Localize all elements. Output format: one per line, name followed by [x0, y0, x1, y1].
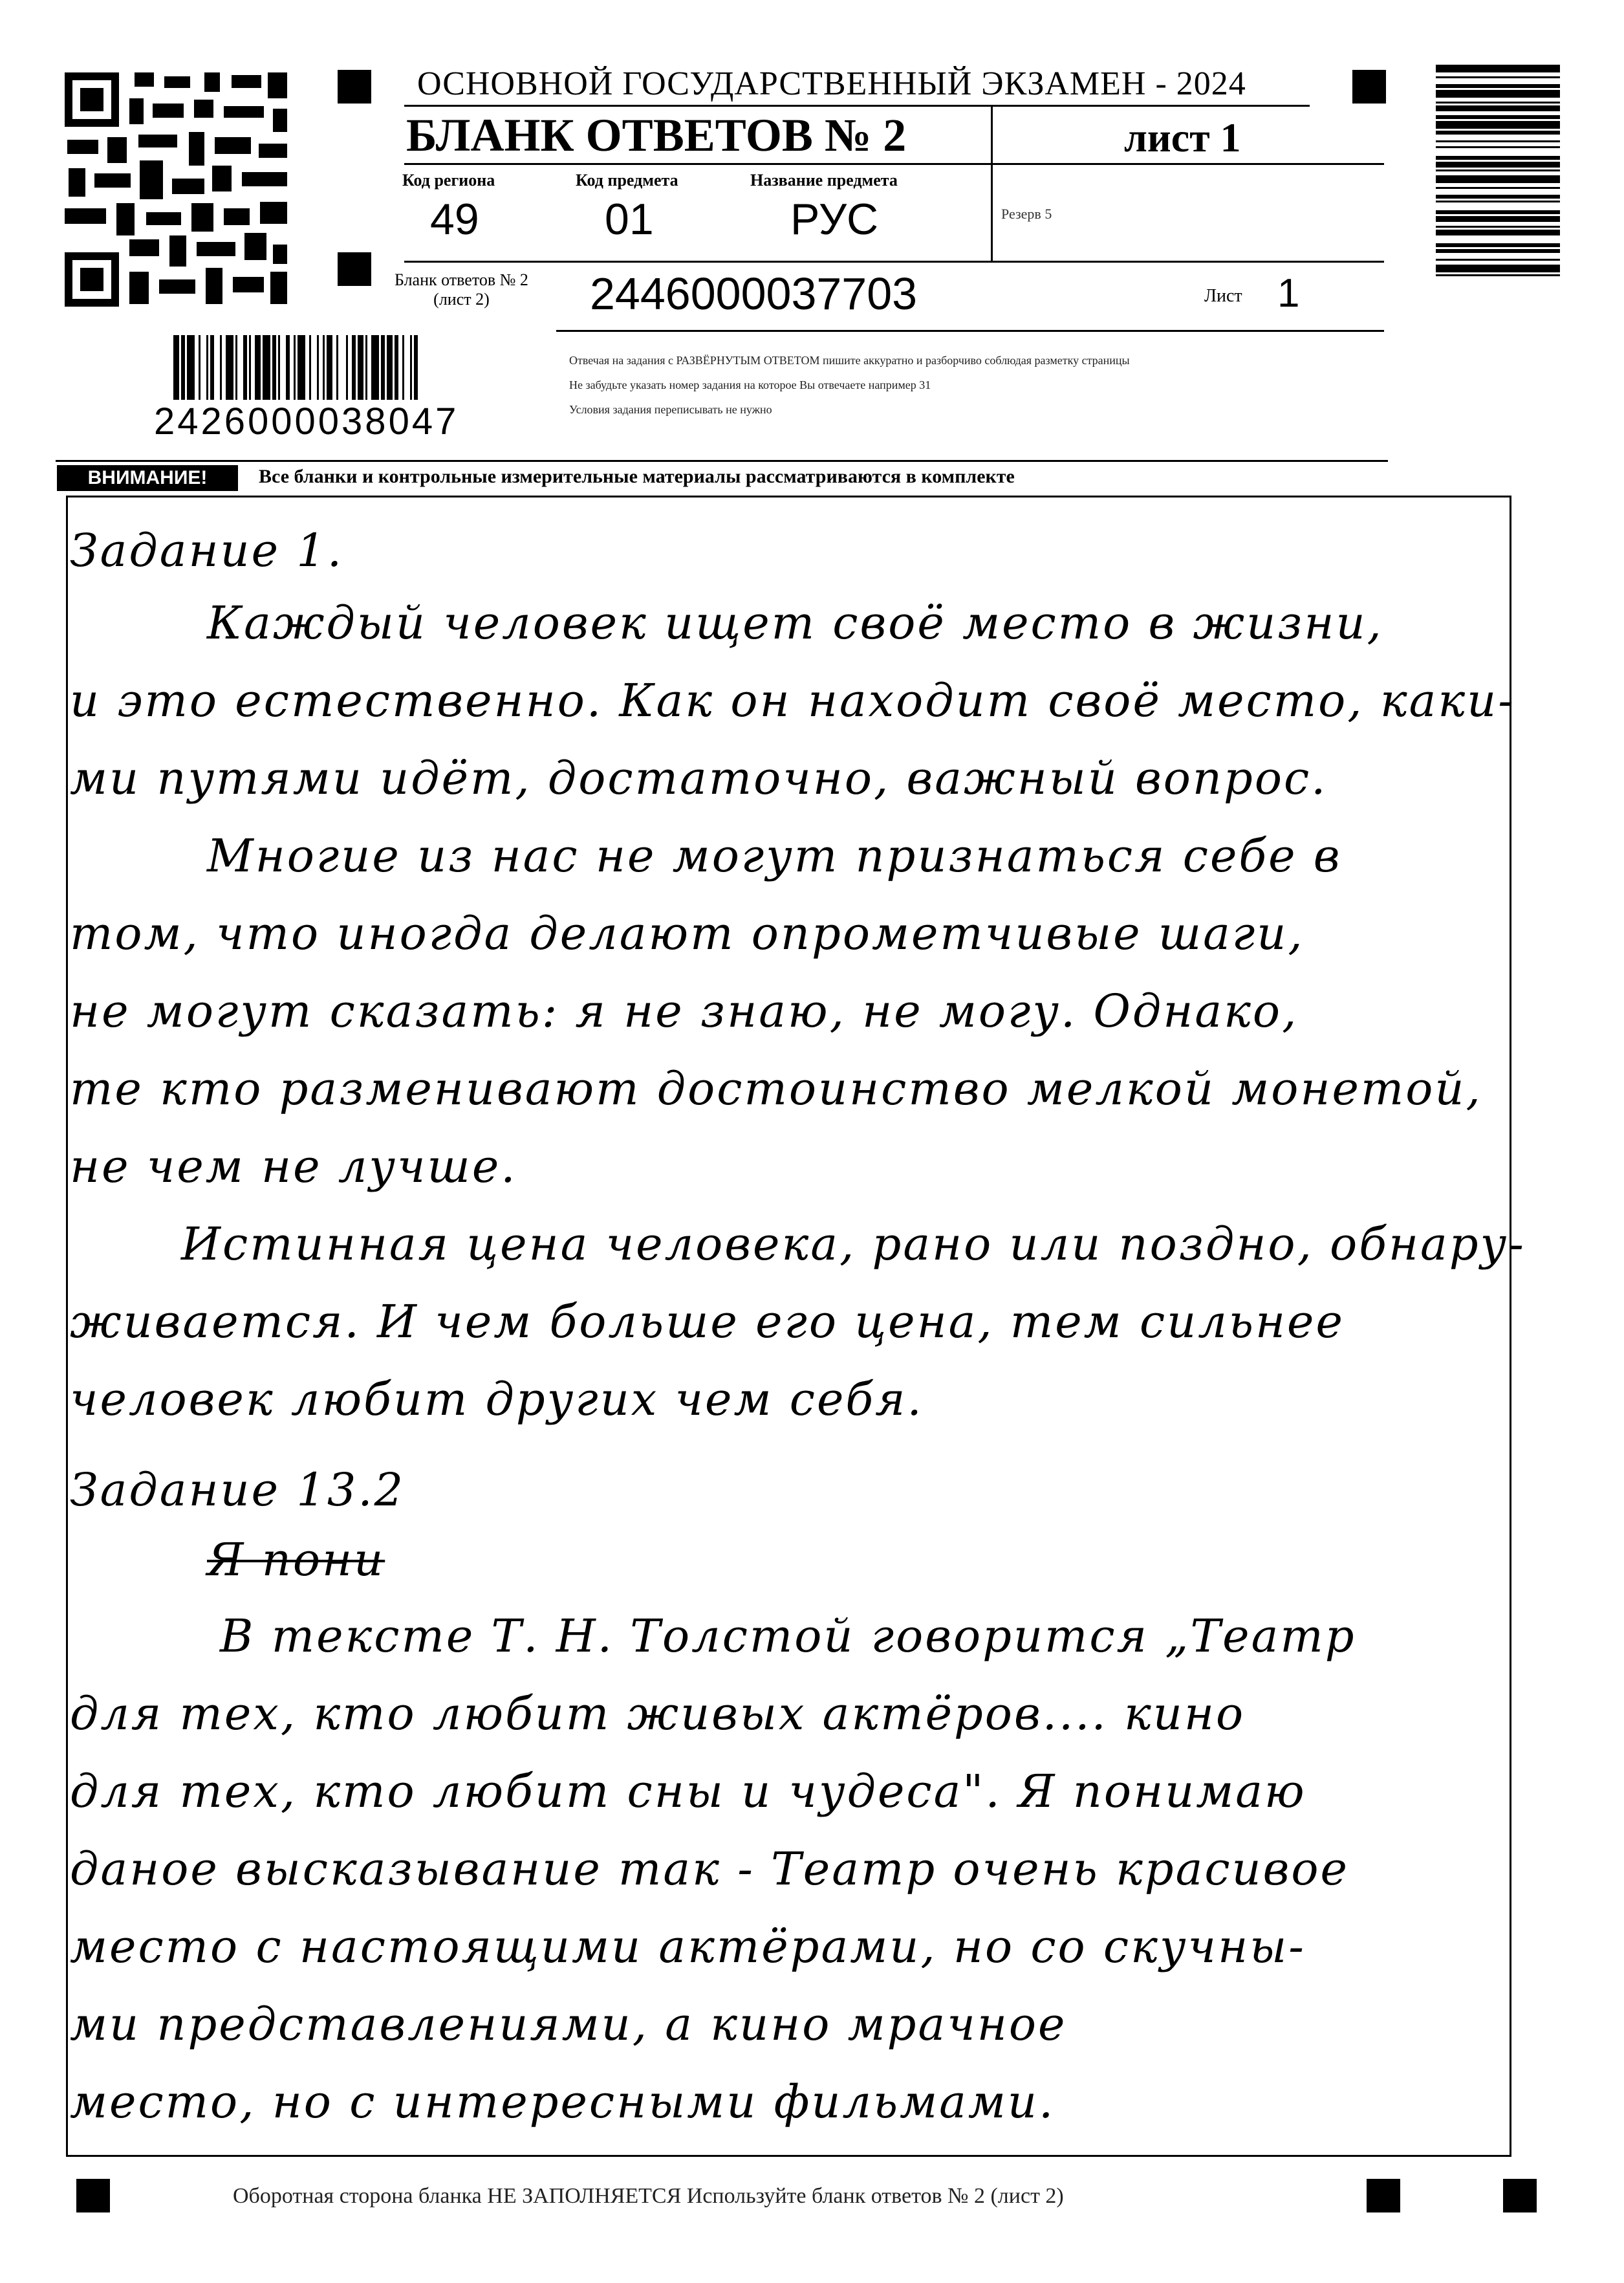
barcode-bar — [1436, 84, 1560, 88]
task-heading: Задание 13.2 — [70, 1463, 406, 1516]
barcode-bar — [365, 335, 367, 400]
barcode-bar — [298, 335, 305, 400]
barcode-bar — [1436, 274, 1560, 276]
barcode-bar — [1436, 195, 1560, 199]
barcode-bar — [1436, 230, 1560, 235]
sheet2-label-line2: (лист 2) — [433, 290, 490, 309]
crossed-out-text: Я пони — [207, 1533, 385, 1586]
barcode-bar — [263, 335, 270, 400]
barcode-bar — [1436, 131, 1560, 135]
side-barcode — [1436, 65, 1560, 446]
footer-text: Оборотная сторона бланка НЕ ЗАПОЛНЯЕТСЯ Используйте бланк ответов № 2 (лист 2) — [233, 2184, 1064, 2208]
answer-line: даное высказывание так - Театр очень красивое — [70, 1842, 1349, 1895]
barcode — [173, 335, 511, 405]
divider — [991, 107, 993, 261]
barcode-bar — [1436, 146, 1560, 148]
form-title: БЛАНК ОТВЕТОВ № 2 — [406, 109, 907, 161]
barcode-bar — [235, 335, 237, 400]
barcode-bar — [410, 335, 412, 400]
barcode-bar — [352, 335, 356, 400]
barcode-bar — [1436, 249, 1560, 253]
sheet-label: лист 1 — [1124, 115, 1241, 160]
barcode-bar — [294, 335, 296, 400]
divider — [556, 330, 1384, 332]
qr-code — [62, 70, 290, 309]
warning-badge: ВНИМАНИЕ! — [57, 465, 238, 491]
barcode-bar — [317, 335, 319, 400]
alignment-marker — [1367, 2179, 1400, 2212]
sheet2-label — [395, 270, 528, 309]
divider — [56, 460, 1388, 462]
barcode-bar — [243, 335, 247, 400]
answer-line: ми путями идёт, достаточно, важный вопрос. — [70, 752, 1328, 805]
barcode-bar — [402, 335, 404, 400]
barcode-bar — [323, 335, 325, 400]
instruction-line: Условия задания переписывать не нужно — [569, 403, 772, 416]
task-heading: Задание 1. — [70, 524, 344, 577]
barcode-bar — [1436, 259, 1560, 261]
sheet2-label-line1: Бланк ответов № 2 — [395, 270, 528, 289]
answer-line: В тексте Т. Н. Толстой говорится „Театр — [220, 1610, 1356, 1663]
subject-name-value: РУС — [790, 195, 879, 244]
answer-line: Каждый человек ищет своё место в жизни, — [207, 596, 1383, 650]
barcode-bar — [1436, 102, 1560, 104]
answer-line: для тех, кто любит живых актёров.... кино — [70, 1687, 1246, 1740]
barcode-bar — [381, 335, 385, 400]
barcode-bar — [387, 335, 393, 400]
barcode-bar — [1436, 169, 1560, 171]
instruction-line: Не забудьте указать номер задания на которое Вы отвечаете например 31 — [569, 378, 931, 391]
barcode-bar — [371, 335, 379, 400]
barcode-bar — [358, 335, 363, 400]
barcode-bar — [327, 335, 332, 400]
barcode-bar — [1436, 216, 1560, 222]
answer-line: место с настоящими актёрами, но со скучны- — [70, 1920, 1306, 1973]
barcode-bar — [210, 335, 214, 400]
barcode-bar — [1436, 265, 1560, 272]
answer-line: том, что иногда делают опрометчивые шаги, — [70, 907, 1305, 960]
barcode-bar — [1436, 121, 1560, 129]
subject-code-label: Код предмета — [576, 171, 678, 190]
barcode-bar — [1436, 90, 1560, 98]
answer-line: и это естественно. Как он находит своё место, каки- — [70, 674, 1515, 727]
barcode-bar — [395, 335, 398, 400]
barcode-bar — [1436, 65, 1560, 72]
barcode-bar — [1436, 243, 1560, 247]
barcode-bar — [1436, 140, 1560, 142]
barcode-bar — [181, 335, 185, 400]
barcode-bar — [336, 335, 338, 400]
instructions — [569, 348, 1130, 422]
answer-line: ми представлениями, а кино мрачное — [70, 1998, 1067, 2051]
barcode-bar — [226, 335, 233, 400]
list-label: Лист — [1204, 286, 1242, 306]
region-label: Код региона — [402, 171, 495, 190]
barcode-bar — [1436, 175, 1560, 183]
barcode-bar — [255, 335, 261, 400]
barcode-bar — [1436, 156, 1560, 160]
barcode-bar — [1436, 76, 1560, 78]
answer-line: для тех, кто любит сны и чудеса". Я понимаю — [70, 1765, 1306, 1818]
alignment-marker — [338, 252, 371, 286]
barcode-bar — [1436, 162, 1560, 168]
instruction-line: Отвечая на задания с РАЗВЁРНУТЫМ ОТВЕТОМ пишите аккуратно и разборчиво соблюдая разметку страницы — [569, 354, 1130, 367]
answer-line: не могут сказать: я не знаю, не могу. Однако, — [70, 985, 1299, 1038]
warning-text: Все бланки и контрольные измерительные материалы рассматриваются в комплекте — [259, 466, 1015, 487]
answer-line: место, но с интересными фильмами. — [70, 2075, 1056, 2128]
alignment-marker — [76, 2179, 110, 2212]
barcode-bar — [1436, 105, 1560, 111]
barcode-bar — [187, 335, 195, 400]
barcode-bar — [1436, 187, 1560, 189]
divider — [404, 261, 1384, 263]
barcode-bar — [309, 335, 311, 400]
barcode-bar — [1436, 226, 1560, 228]
barcode-bar — [1436, 115, 1560, 119]
barcode-bar — [286, 335, 290, 400]
barcode-bar — [272, 335, 276, 400]
list-value: 1 — [1277, 271, 1300, 316]
barcode-bar — [346, 335, 348, 400]
exam-title: ОСНОВНОЙ ГОСУДАРСТВЕННЫЙ ЭКЗАМЕН - 2024 — [417, 65, 1246, 102]
alignment-marker — [1503, 2179, 1537, 2212]
answer-line: человек любит других чем себя. — [70, 1373, 924, 1426]
answer-line: живается. И чем больше его цена, тем сильнее — [70, 1295, 1345, 1348]
answer-line: не чем не лучше. — [70, 1140, 517, 1193]
barcode-bar — [414, 335, 418, 400]
alignment-marker — [338, 70, 371, 104]
reserve-label: Резерв 5 — [1001, 206, 1052, 222]
barcode-bar — [249, 335, 251, 400]
divider — [404, 163, 1384, 165]
subject-code-value: 01 — [605, 195, 654, 244]
barcode-bar — [1436, 201, 1560, 202]
barcode-bar — [220, 335, 222, 400]
barcode-bar — [1436, 210, 1560, 214]
barcode-bar — [173, 335, 179, 400]
alignment-marker — [1352, 70, 1386, 104]
barcode-number: 2426000038047 — [154, 400, 459, 442]
barcode-bar — [206, 335, 208, 400]
answer-line: Многие из нас не могут признаться себе в — [207, 829, 1342, 882]
barcode-bar — [278, 335, 280, 400]
answer-line: те кто разменивают достоинство мелкой монетой, — [70, 1062, 1482, 1115]
sheet2-number: 2446000037703 — [590, 268, 918, 319]
region-value: 49 — [430, 195, 479, 244]
barcode-bar — [199, 335, 200, 400]
divider — [404, 105, 1310, 107]
answer-line: Истинная цена человека, рано или поздно, обнару- — [181, 1218, 1526, 1271]
subject-name-label: Название предмета — [750, 171, 898, 190]
